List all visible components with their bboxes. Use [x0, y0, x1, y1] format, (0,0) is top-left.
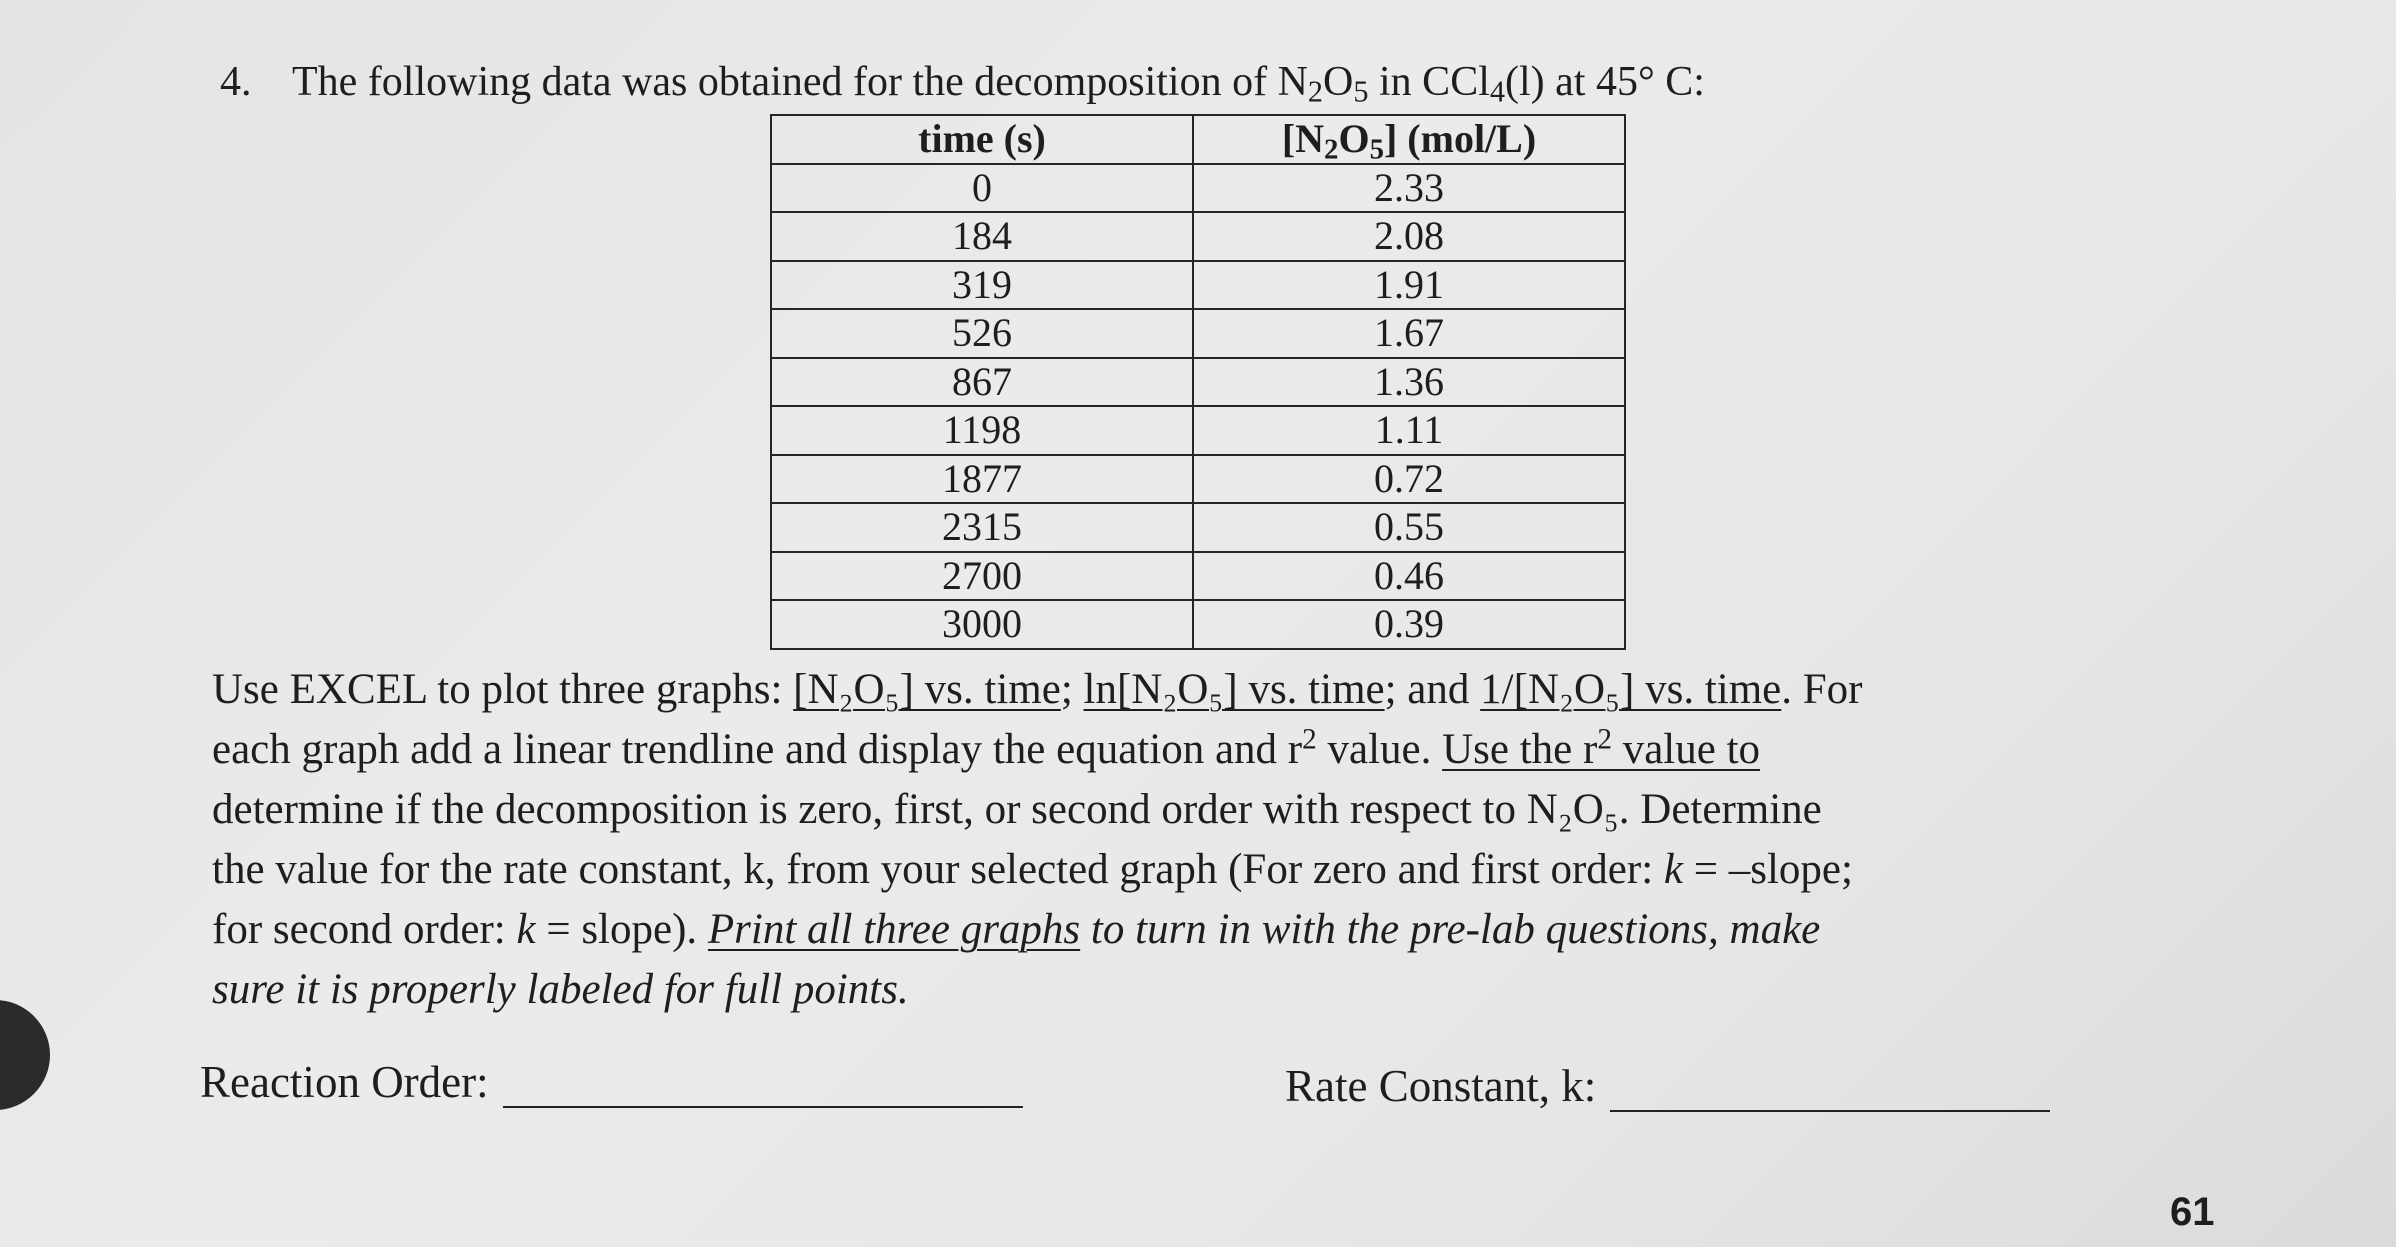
header-conc-a: [N	[1281, 116, 1325, 162]
header-conc-c: ] (mol/L)	[1383, 116, 1537, 162]
instr-l1-b: . For	[1781, 666, 1863, 713]
concentration-cell: 0.55	[1193, 503, 1625, 552]
table-row	[771, 600, 1625, 649]
instr-l4-b: = –slope;	[1683, 846, 1853, 893]
question-text-c: in CCl	[1368, 59, 1490, 105]
question-heading	[220, 58, 1705, 109]
table-row	[771, 552, 1625, 601]
time-cell: 319	[771, 261, 1193, 310]
table-body	[771, 164, 1625, 649]
instruction-line-5	[212, 900, 2212, 960]
concentration-cell: 0.46	[1193, 552, 1625, 601]
concentration-cell: 0.39	[1193, 600, 1625, 649]
concentration-cell: 1.67	[1193, 309, 1625, 358]
instr-l2-u2: value to	[1611, 726, 1761, 773]
binder-hole	[0, 1000, 50, 1110]
instr-l5-a: for second order:	[212, 906, 517, 953]
rate-constant-label: Rate Constant, k:	[1285, 1061, 1597, 1111]
question-text-b: O	[1323, 59, 1354, 105]
table-row	[771, 406, 1625, 455]
question-sub-b: 5	[1353, 74, 1369, 109]
time-cell: 2700	[771, 552, 1193, 601]
rate-constant-blank[interactable]	[1610, 1066, 2050, 1112]
instr-l2-underlined	[1442, 723, 1761, 773]
page-number: 61	[2170, 1190, 2215, 1234]
reaction-order-label: Reaction Order:	[200, 1057, 489, 1107]
concentration-cell: 1.91	[1193, 261, 1625, 310]
instr-l5-underlined: Print all three graphs	[707, 906, 1081, 953]
instr-l1-a: Use EXCEL to plot three graphs:	[212, 666, 794, 713]
concentration-cell: 2.33	[1193, 164, 1625, 213]
table-row	[771, 212, 1625, 261]
instr-l5-b: = slope).	[535, 906, 708, 953]
table-header-row	[771, 115, 1625, 164]
time-cell: 867	[771, 358, 1193, 407]
table-row	[771, 358, 1625, 407]
question-sub-c: 4	[1489, 74, 1506, 109]
instr-sep1: ;	[1060, 666, 1084, 713]
table-row	[771, 309, 1625, 358]
concentration-cell: 2.08	[1193, 212, 1625, 261]
instr-l2-u1: Use the r	[1442, 726, 1598, 773]
instr-l4-k: k	[1663, 846, 1683, 893]
header-concentration	[1193, 115, 1625, 164]
question-number: 4.	[220, 59, 252, 105]
header-conc-b: O	[1338, 116, 1370, 162]
header-time: time (s)	[771, 115, 1193, 164]
reaction-order-row	[200, 1056, 1023, 1108]
table-row	[771, 503, 1625, 552]
time-cell: 2315	[771, 503, 1193, 552]
time-cell: 0	[771, 164, 1193, 213]
header-conc-sub2: 5	[1369, 133, 1384, 166]
instruction-line-4	[212, 840, 2212, 900]
instruction-line-1	[212, 660, 2212, 720]
time-cell: 3000	[771, 600, 1193, 649]
question-text-d: (l) at 45° C:	[1505, 59, 1705, 105]
graph-2-label: ln[N₂O₅] vs. time	[1083, 666, 1385, 713]
instr-sep2: ; and	[1384, 666, 1481, 713]
graph-3-label: 1/[N₂O₅] vs. time	[1480, 666, 1782, 713]
instr-l2-sup2: 2	[1597, 723, 1612, 756]
time-cell: 526	[771, 309, 1193, 358]
instructions-paragraph	[212, 660, 2212, 1020]
reaction-order-blank[interactable]	[503, 1062, 1023, 1108]
table-row	[771, 164, 1625, 213]
instruction-line-2	[212, 720, 2212, 780]
table-row	[771, 455, 1625, 504]
instruction-line-6: sure it is properly labeled for full points.	[212, 966, 909, 1013]
time-cell: 1198	[771, 406, 1193, 455]
question-text-a: The following data was obtained for the decomposition of N	[292, 59, 1308, 105]
instr-l5-c: to turn in with the pre-lab questions, make	[1080, 906, 1821, 953]
time-cell: 1877	[771, 455, 1193, 504]
instr-l2-a: each graph add a linear trendline and display the equation and r	[212, 726, 1303, 773]
question-sub-a: 2	[1307, 74, 1324, 109]
instr-l2-sup1: 2	[1302, 723, 1317, 756]
concentration-cell: 1.11	[1193, 406, 1625, 455]
instruction-line-3: determine if the decomposition is zero, first, or second order with respect to N₂O₅. Determine	[212, 786, 1822, 833]
graph-1-label: [N₂O₅] vs. time	[793, 666, 1061, 713]
instr-l4-a: the value for the rate constant, k, from your selected graph (For zero and first order:	[212, 846, 1664, 893]
rate-constant-row	[1285, 1060, 2050, 1112]
table-row	[771, 261, 1625, 310]
instr-l5-k: k	[516, 906, 536, 953]
instr-l2-b: value.	[1316, 726, 1443, 773]
header-conc-sub1: 2	[1324, 133, 1339, 166]
concentration-cell: 0.72	[1193, 455, 1625, 504]
time-cell: 184	[771, 212, 1193, 261]
data-table	[770, 114, 1626, 650]
concentration-cell: 1.36	[1193, 358, 1625, 407]
